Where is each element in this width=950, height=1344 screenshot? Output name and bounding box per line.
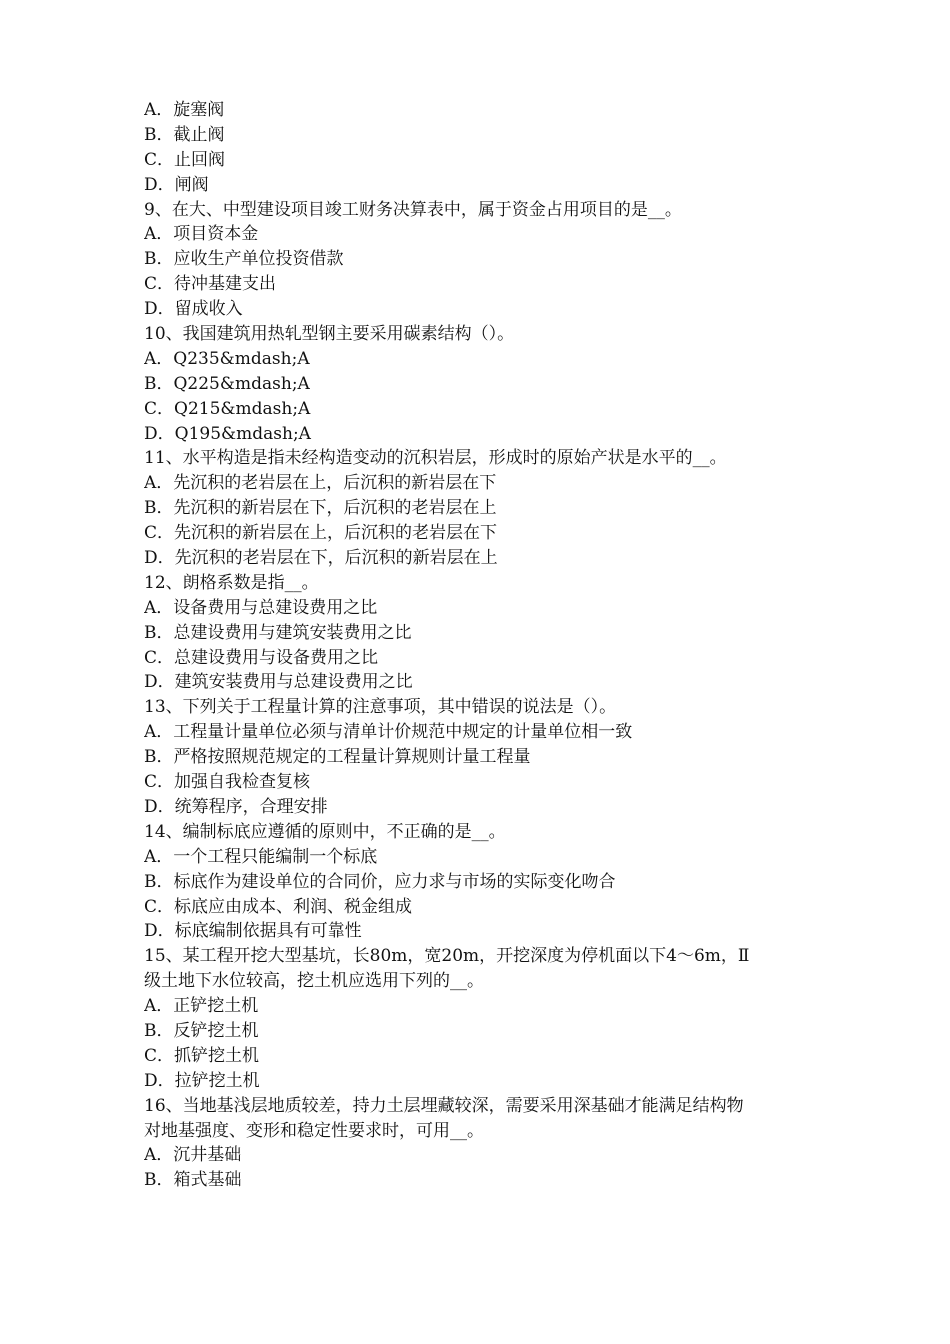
option-line: B．先沉积的新岩层在下，后沉积的老岩层在上: [144, 498, 497, 519]
option-line: D．留成收入: [144, 299, 243, 320]
option-line: D．拉铲挖土机: [144, 1070, 260, 1091]
option-line: B．应收生产单位投资借款: [144, 249, 344, 270]
option-line: A．沉井基础: [144, 1145, 242, 1166]
option-line: A．Q235&mdash;A: [144, 348, 310, 369]
option-line: D．Q195&mdash;A: [144, 423, 311, 444]
document-body: [144, 98, 810, 1193]
question-line: 12、朗格系数是指__。: [144, 572, 319, 593]
option-line: B．截止阀: [144, 124, 225, 145]
option-line: D．统筹程序，合理安排: [144, 796, 328, 817]
option-line: A．旋塞阀: [144, 100, 225, 120]
question-line-continued: 级土地下水位较高，挖土机应选用下列的__。: [144, 971, 484, 992]
option-line: B．箱式基础: [144, 1170, 242, 1191]
question-line: 13、下列关于工程量计算的注意事项，其中错误的说法是（）。: [144, 697, 617, 718]
option-line: D．闸阀: [144, 174, 209, 195]
question-line: 9、在大、中型建设项目竣工财务决算表中，属于资金占用项目的是__。: [144, 199, 682, 220]
question-line: 15、某工程开挖大型基坑，长80m，宽20m，开挖深度为停机面以下4～6m，Ⅱ: [144, 946, 750, 967]
option-line: A．先沉积的老岩层在上，后沉积的新岩层在下: [144, 473, 497, 494]
option-line: C．Q215&mdash;A: [144, 398, 311, 419]
question-line-continued: 对地基强度、变形和稳定性要求时，可用__。: [144, 1120, 484, 1141]
option-line: C．止回阀: [144, 149, 226, 170]
option-line: D．建筑安装费用与总建设费用之比: [144, 672, 413, 693]
option-line: C．总建设费用与设备费用之比: [144, 647, 379, 668]
option-line: A．工程量计量单位必须与清单计价规范中规定的计量单位相一致: [144, 722, 633, 743]
question-line: 14、编制标底应遵循的原则中，不正确的是__。: [144, 821, 506, 842]
option-line: B．总建设费用与建筑安装费用之比: [144, 622, 412, 643]
option-line: A．正铲挖土机: [144, 996, 259, 1017]
option-line: D．先沉积的老岩层在下，后沉积的新岩层在上: [144, 548, 498, 569]
option-line: A．设备费用与总建设费用之比: [144, 597, 378, 618]
option-line: C．待冲基建支出: [144, 274, 277, 295]
option-line: C．加强自我检查复核: [144, 772, 311, 793]
option-line: C．先沉积的新岩层在上，后沉积的老岩层在下: [144, 523, 498, 544]
option-line: D．标底编制依据具有可靠性: [144, 921, 362, 942]
option-line: A．项目资本金: [144, 224, 259, 245]
option-line: B．反铲挖土机: [144, 1020, 259, 1041]
option-line: B．严格按照规范规定的工程量计算规则计量工程量: [144, 747, 531, 768]
option-line: A．一个工程只能编制一个标底: [144, 846, 378, 867]
option-line: C．标底应由成本、利润、税金组成: [144, 896, 413, 917]
option-line: B．标底作为建设单位的合同价，应力求与市场的实际变化吻合: [144, 871, 616, 892]
question-line: 11、水平构造是指未经构造变动的沉积岩层，形成时的原始产状是水平的__。: [144, 448, 727, 469]
option-line: B．Q225&mdash;A: [144, 373, 310, 394]
option-line: C．抓铲挖土机: [144, 1045, 260, 1066]
question-line: 10、我国建筑用热轧型钢主要采用碳素结构（）。: [144, 324, 515, 345]
question-line: 16、当地基浅层地质较差，持力土层埋藏较深，需要采用深基础才能满足结构物: [144, 1095, 744, 1116]
